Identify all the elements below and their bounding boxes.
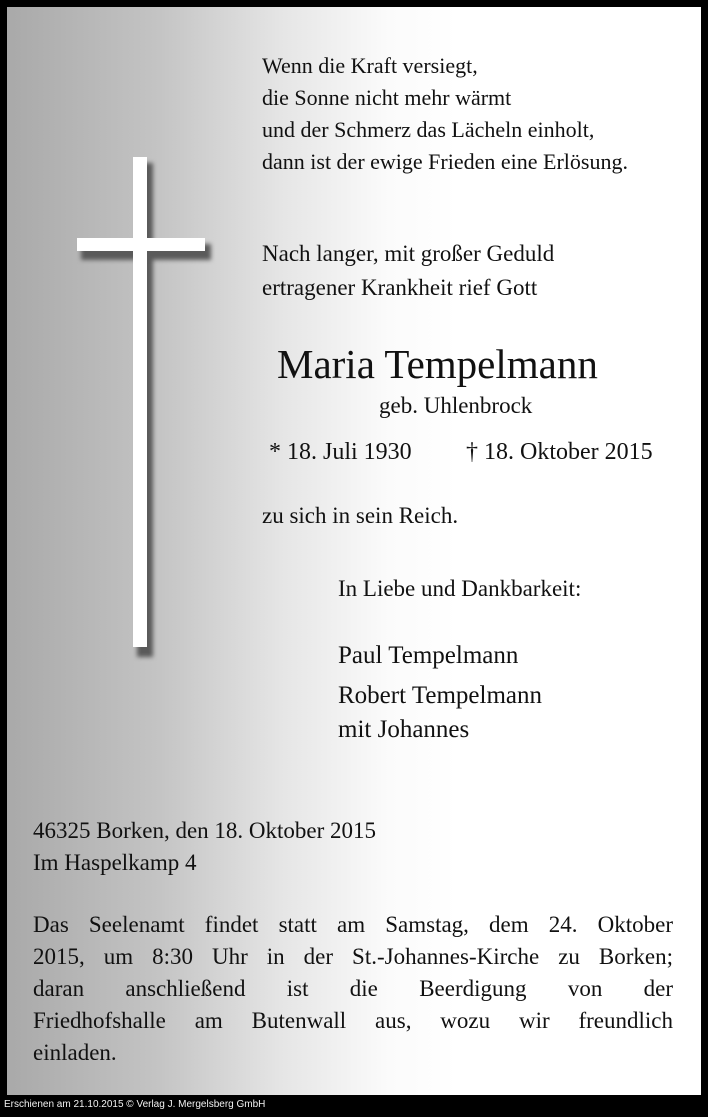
mourners-list bbox=[338, 639, 542, 747]
closing-phrase: zu sich in sein Reich. bbox=[262, 503, 459, 528]
death-date: † 18. Oktober 2015 bbox=[466, 439, 653, 465]
poem-line: die Sonne nicht mehr wärmt bbox=[262, 85, 512, 110]
street-address: Im Haspelkamp 4 bbox=[33, 850, 197, 875]
publication-credit: Erschienen am 21.10.2015 © Verlag J. Mergelsberg GmbH bbox=[4, 1099, 266, 1110]
mourner-name: Paul Tempelmann bbox=[338, 642, 519, 669]
place-date: 46325 Borken, den 18. Oktober 2015 bbox=[33, 818, 377, 843]
mourner-name: Robert Tempelmann bbox=[338, 682, 542, 709]
intro-text bbox=[262, 237, 554, 305]
funeral-line: 2015, um 8:30 Uhr in der St.-Johannes-Kirche zu Borken; bbox=[33, 944, 673, 969]
birth-date: * 18. Juli 1930 bbox=[269, 439, 412, 465]
mourner-name: mit Johannes bbox=[338, 716, 470, 743]
funeral-line: Das Seelenamt findet statt am Samstag, dem 24. Oktober bbox=[33, 912, 673, 937]
intro-line: Nach langer, mit großer Geduld bbox=[262, 241, 555, 266]
address-block bbox=[33, 815, 376, 879]
intro-line: ertragener Krankheit rief Gott bbox=[262, 275, 538, 300]
funeral-notice bbox=[33, 909, 673, 1069]
obituary-card bbox=[7, 7, 701, 1095]
poem bbox=[262, 50, 628, 178]
funeral-line: daran anschließend ist die Beerdigung von der bbox=[33, 976, 673, 1001]
poem-line: dann ist der ewige Frieden eine Erlösung. bbox=[262, 149, 628, 174]
poem-line: Wenn die Kraft versiegt, bbox=[262, 53, 478, 78]
poem-line: und der Schmerz das Lächeln einholt, bbox=[262, 117, 595, 142]
birth-name: geb. Uhlenbrock bbox=[379, 393, 533, 418]
funeral-line: Friedhofshalle am Butenwall aus, wozu wir freundlich bbox=[33, 1008, 673, 1033]
signoff: In Liebe und Dankbarkeit: bbox=[338, 576, 582, 601]
funeral-line: einladen. bbox=[33, 1040, 117, 1065]
cross-icon bbox=[77, 157, 211, 657]
deceased-name: Maria Tempelmann bbox=[277, 341, 598, 387]
